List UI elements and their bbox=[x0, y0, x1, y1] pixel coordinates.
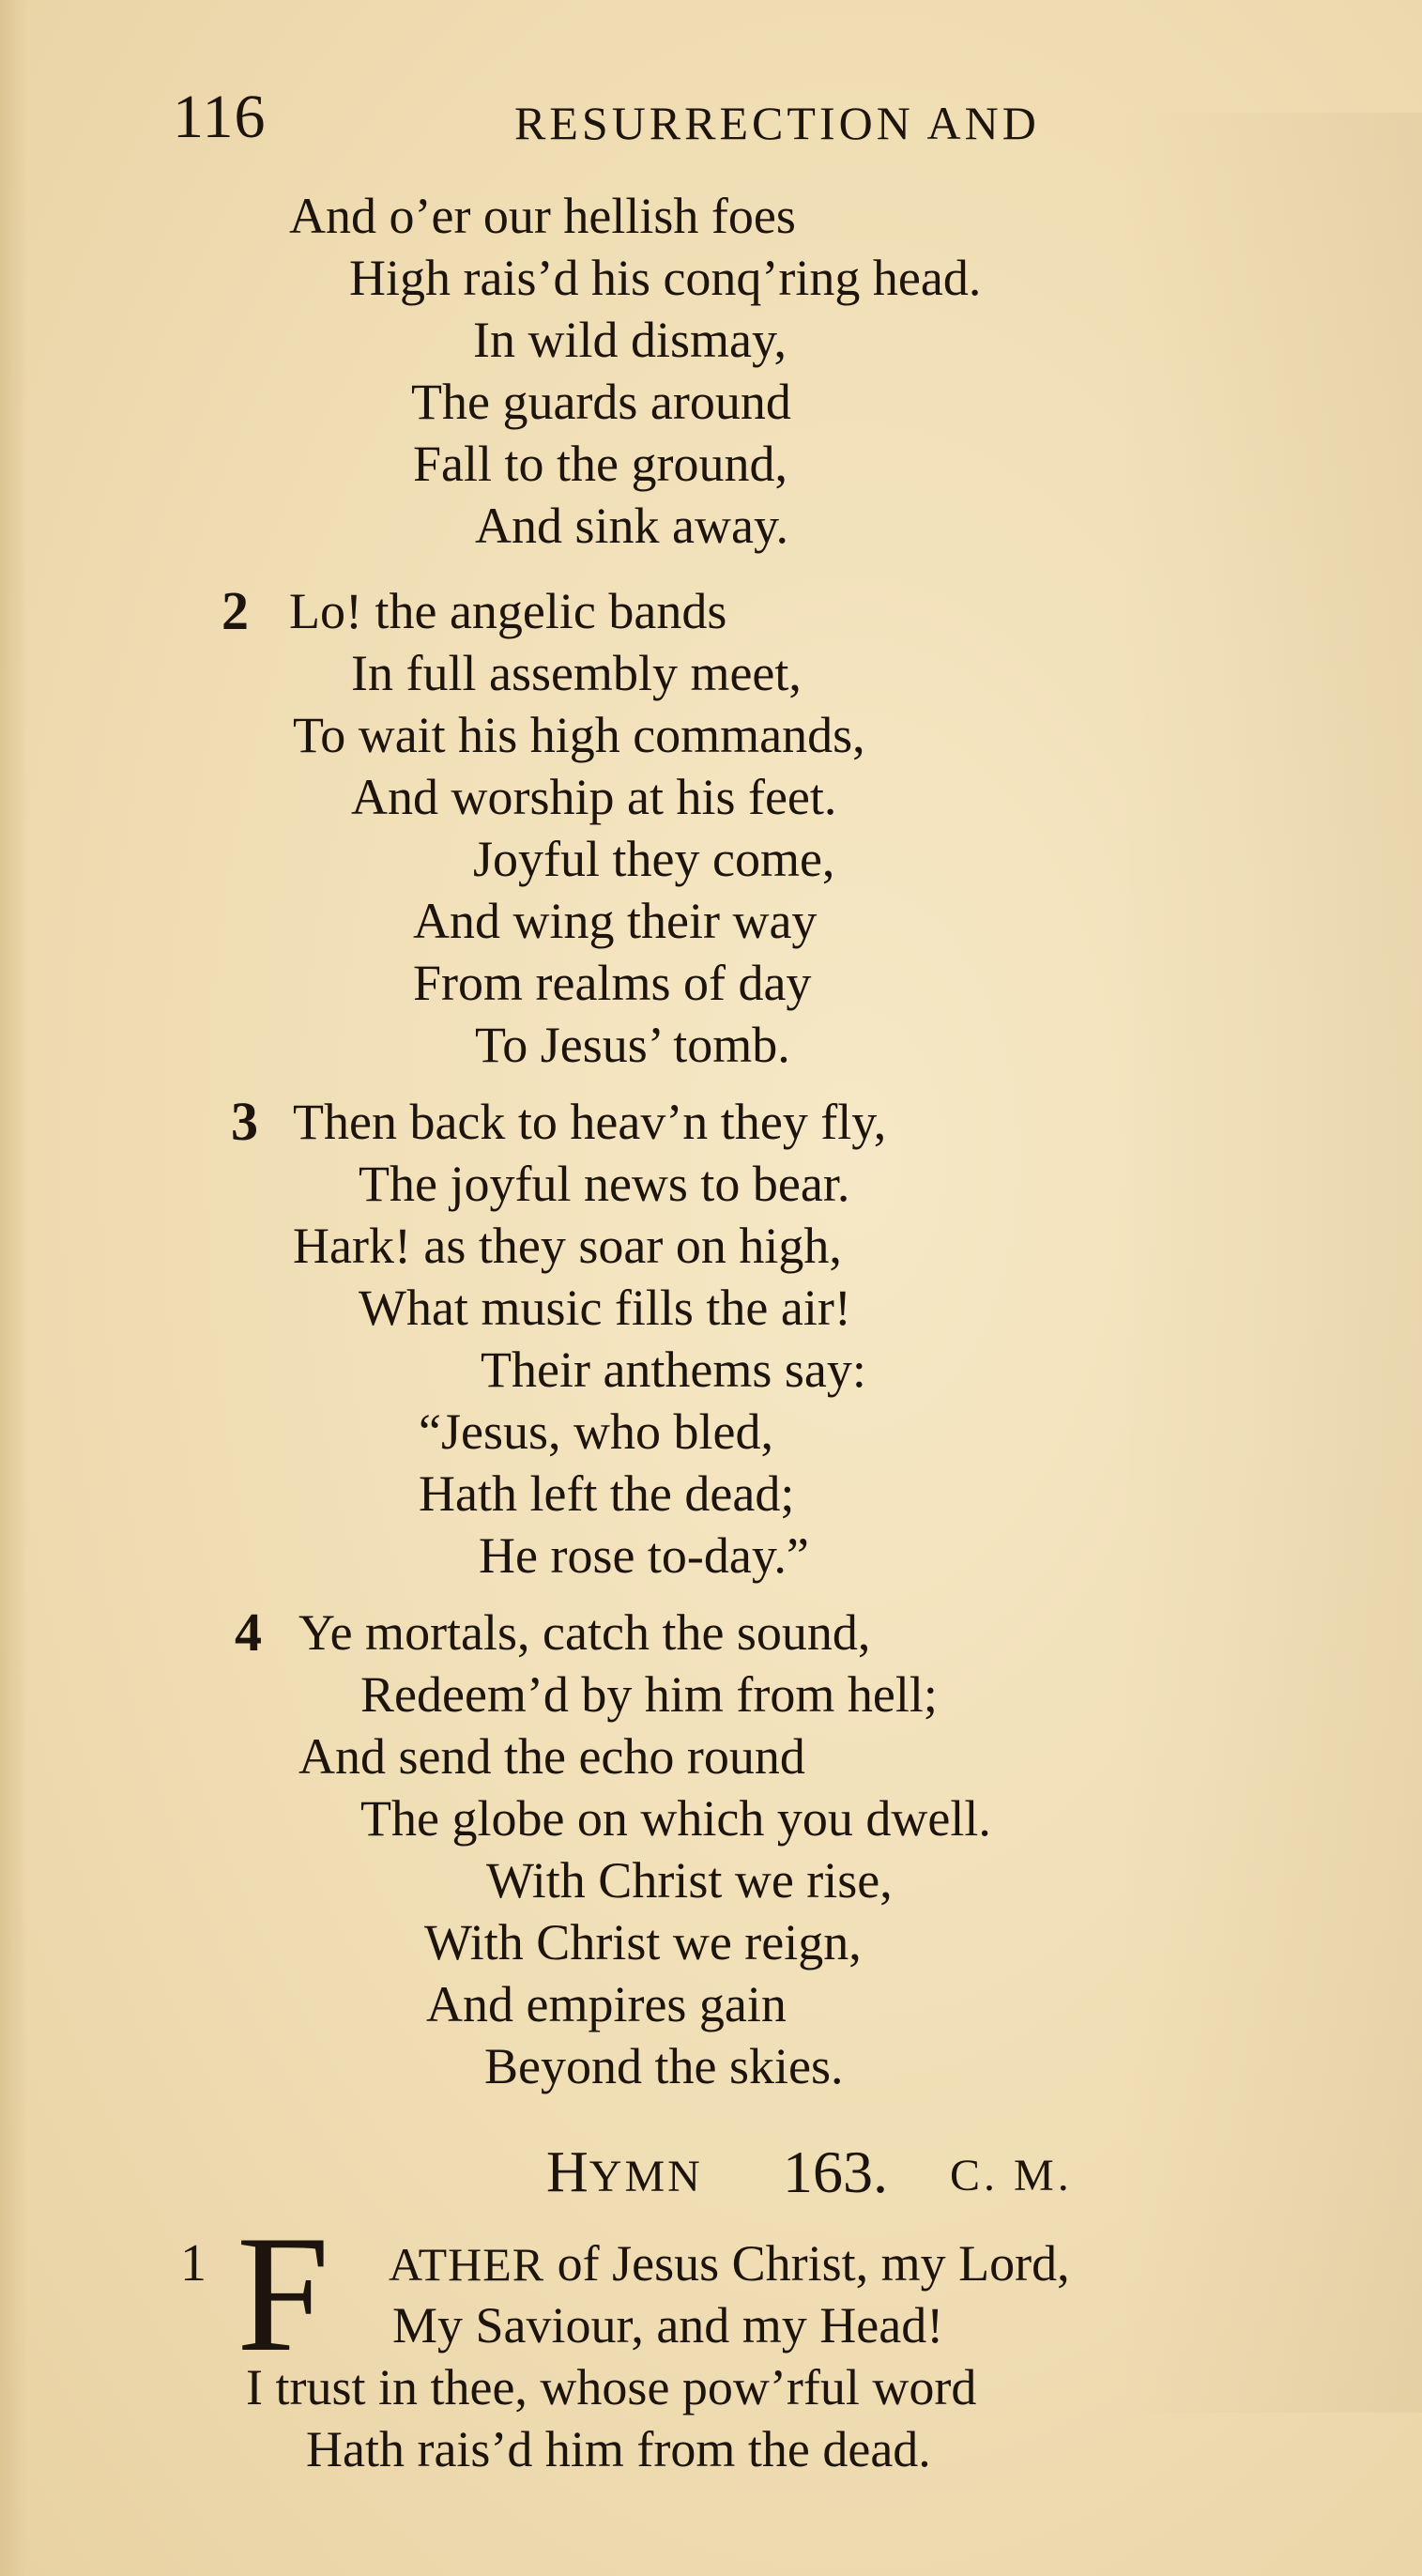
verse-line: And wing their way bbox=[413, 893, 818, 949]
verse-number: 2 bbox=[222, 580, 249, 641]
verse-line: Their anthems say: bbox=[481, 1342, 866, 1398]
verse-line: What music fills the air! bbox=[359, 1280, 851, 1336]
hymn-title bbox=[0, 2135, 1422, 2210]
verse-line: In wild dismay, bbox=[473, 312, 787, 368]
page-header bbox=[0, 75, 1422, 160]
verse-line: Joyful they come, bbox=[473, 831, 835, 887]
verse-line: My Saviour, and my Head! bbox=[392, 2297, 944, 2354]
verse-line: The joyful news to bear. bbox=[359, 1156, 850, 1212]
verse-line-first bbox=[389, 2232, 1070, 2294]
verse-line: “Jesus, who bled, bbox=[419, 1403, 773, 1460]
verse-line: And send the echo round bbox=[298, 1728, 805, 1785]
verse-line: And empires gain bbox=[426, 1976, 787, 2032]
verse-line: Lo! the angelic bands bbox=[289, 583, 727, 639]
verse-line: Hath left the dead; bbox=[419, 1465, 795, 1522]
verse-line: Then back to heav’n they fly, bbox=[293, 1094, 887, 1150]
verse-line: Hath rais’d him from the dead. bbox=[306, 2421, 931, 2477]
hymn-meter: C. M. bbox=[950, 2151, 1073, 2200]
verse-line: The guards around bbox=[411, 374, 791, 430]
verse-line: Redeem’d by him from hell; bbox=[360, 1666, 938, 1723]
first-word-rest: ATHER bbox=[389, 2238, 545, 2291]
hymn-number: 163. bbox=[783, 2139, 888, 2205]
verse-line: To wait his high commands, bbox=[293, 707, 865, 763]
verse-number: 3 bbox=[231, 1091, 258, 1152]
verse-number: 1 bbox=[180, 2234, 206, 2292]
verse-line: From realms of day bbox=[413, 955, 812, 1011]
verse-line: And o’er our hellish foes bbox=[289, 188, 796, 244]
page-number: 116 bbox=[173, 83, 267, 151]
verse-line-first-rest: of Jesus Christ, my Lord, bbox=[557, 2235, 1070, 2292]
verse-line: The globe on which you dwell. bbox=[360, 1790, 991, 1847]
verse-line: In full assembly meet, bbox=[351, 645, 802, 701]
running-head: RESURRECTION AND bbox=[514, 97, 1040, 149]
verse-line: Fall to the ground, bbox=[413, 436, 787, 492]
hymn-label-initial: H bbox=[546, 2140, 589, 2204]
verse-line: Ye mortals, catch the sound, bbox=[298, 1604, 871, 1661]
verse-line: Hark! as they soar on high, bbox=[293, 1218, 842, 1274]
verse-line: To Jesus’ tomb. bbox=[475, 1017, 790, 1073]
verse-number: 4 bbox=[235, 1602, 262, 1663]
verse-line: And worship at his feet. bbox=[351, 769, 837, 825]
verse-line: With Christ we rise, bbox=[486, 1852, 893, 1909]
hymn-label bbox=[546, 2135, 703, 2215]
verse-line: I trust in thee, whose pow’rful word bbox=[246, 2359, 977, 2415]
verse-line: He rose to-day.” bbox=[479, 1527, 809, 1584]
bleed-through-shading bbox=[1112, 113, 1422, 2413]
verse-line: High rais’d his conq’ring head. bbox=[349, 250, 982, 306]
verse-line: Beyond the skies. bbox=[484, 2038, 844, 2094]
verse-line: With Christ we reign, bbox=[424, 1914, 862, 1970]
drop-cap-initial: F bbox=[237, 2200, 329, 2386]
verse-line: And sink away. bbox=[475, 498, 788, 554]
hymn-label-rest: YMN bbox=[589, 2152, 703, 2201]
